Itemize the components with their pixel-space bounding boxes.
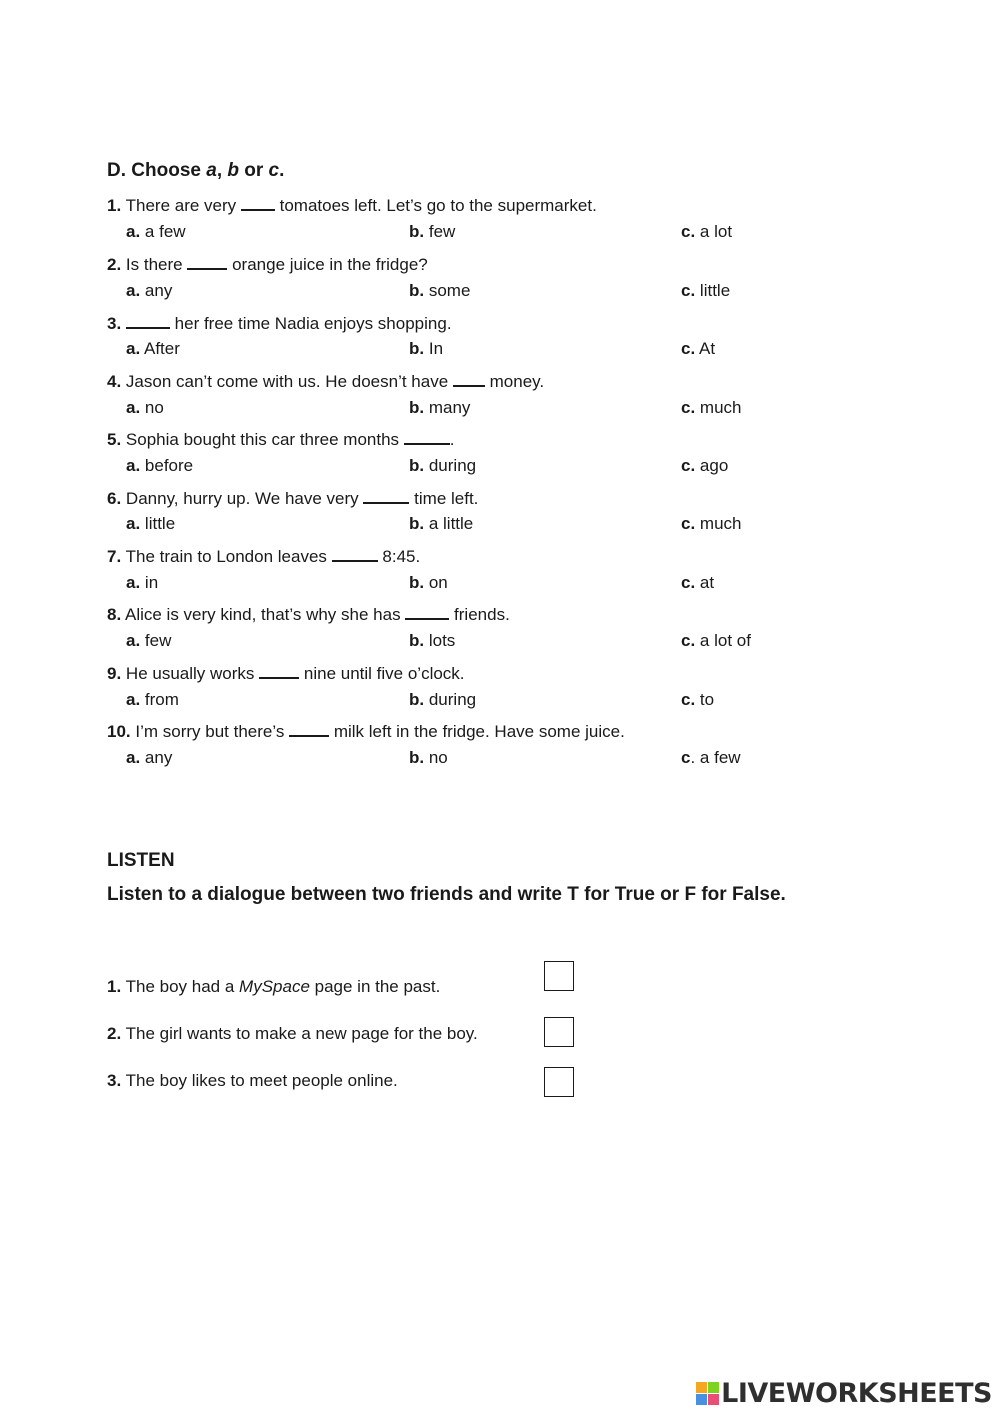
q7-option-c[interactable]: c. at xyxy=(681,573,715,592)
q5-option-c[interactable]: c. ago xyxy=(681,456,729,475)
q1-option-c[interactable]: c. a lot xyxy=(681,222,733,241)
q7-option-a[interactable]: a. in xyxy=(126,573,159,592)
listen-heading: LISTEN xyxy=(107,850,175,871)
listen-instruction: Listen to a dialogue between two friends and write T for True or F for False. xyxy=(107,884,786,905)
q4-option-b[interactable]: b. many xyxy=(409,398,471,417)
q10-option-a[interactable]: a. any xyxy=(126,748,173,767)
answer-blank[interactable] xyxy=(404,429,450,445)
q8-option-c[interactable]: c. a lot of xyxy=(681,631,751,650)
q8-option-b[interactable]: b. lots xyxy=(409,631,456,650)
q2-option-a[interactable]: a. any xyxy=(126,281,173,300)
answer-blank[interactable] xyxy=(332,546,378,562)
question-7: 7. The train to London leaves 8:45. xyxy=(107,547,421,566)
question-5: 5. Sophia bought this car three months . xyxy=(107,430,455,449)
q5-option-b[interactable]: b. during xyxy=(409,456,477,475)
answer-box-1[interactable] xyxy=(544,961,574,991)
listen-statement-3: 3. The boy likes to meet people online. xyxy=(107,1071,398,1090)
q4-option-c[interactable]: c. much xyxy=(681,398,742,417)
listen-statement-1: 1. The boy had a MySpace page in the past. xyxy=(107,977,441,996)
question-2: 2. Is there orange juice in the fridge? xyxy=(107,255,428,274)
question-3: 3. her free time Nadia enjoys shopping. xyxy=(107,314,452,333)
q6-option-c[interactable]: c. much xyxy=(681,514,742,533)
q3-option-c[interactable]: c. At xyxy=(681,339,716,358)
q8-option-a[interactable]: a. few xyxy=(126,631,172,650)
question-8: 8. Alice is very kind, that’s why she has friends. xyxy=(107,605,510,624)
question-4: 4. Jason can’t come with us. He doesn’t have money. xyxy=(107,372,545,391)
q3-option-b[interactable]: b. In xyxy=(409,339,444,358)
q4-option-a[interactable]: a. no xyxy=(126,398,164,417)
q7-option-b[interactable]: b. on xyxy=(409,573,448,592)
q2-option-c[interactable]: c. little xyxy=(681,281,731,300)
q9-option-b[interactable]: b. during xyxy=(409,690,477,709)
answer-blank[interactable] xyxy=(241,195,275,211)
q9-option-c[interactable]: c. to xyxy=(681,690,715,709)
q9-option-a[interactable]: a. from xyxy=(126,690,179,709)
logo-mark-icon xyxy=(696,1382,719,1405)
section-d-title: D. Choose a, b or c. xyxy=(107,160,285,181)
q3-option-a[interactable]: a. After xyxy=(126,339,180,358)
answer-box-3[interactable] xyxy=(544,1067,574,1097)
q10-option-b[interactable]: b. no xyxy=(409,748,448,767)
q1-option-a[interactable]: a. a few xyxy=(126,222,186,241)
q5-option-a[interactable]: a. before xyxy=(126,456,194,475)
answer-blank[interactable] xyxy=(289,721,329,737)
q6-option-b[interactable]: b. a little xyxy=(409,514,474,533)
q1-option-b[interactable]: b. few xyxy=(409,222,456,241)
liveworksheets-logo xyxy=(696,1378,992,1409)
question-9: 9. He usually works nine until five o’clock. xyxy=(107,664,465,683)
q10-option-c[interactable]: c. a few xyxy=(681,748,741,767)
question-1: 1. There are very tomatoes left. Let’s go to the supermarket. xyxy=(107,196,597,215)
q2-option-b[interactable]: b. some xyxy=(409,281,471,300)
question-6: 6. Danny, hurry up. We have very time left. xyxy=(107,489,479,508)
q6-option-a[interactable]: a. little xyxy=(126,514,176,533)
answer-blank[interactable] xyxy=(126,313,170,329)
logo-text: LIVEWORKSHEETS xyxy=(721,1378,992,1409)
answer-blank[interactable] xyxy=(187,254,227,270)
answer-box-2[interactable] xyxy=(544,1017,574,1047)
answer-blank[interactable] xyxy=(363,488,409,504)
listen-statement-2: 2. The girl wants to make a new page for the boy. xyxy=(107,1024,478,1043)
answer-blank[interactable] xyxy=(405,604,449,620)
question-10: 10. I’m sorry but there’s milk left in the fridge. Have some juice. xyxy=(107,722,625,741)
answer-blank[interactable] xyxy=(453,371,485,387)
answer-blank[interactable] xyxy=(259,663,299,679)
